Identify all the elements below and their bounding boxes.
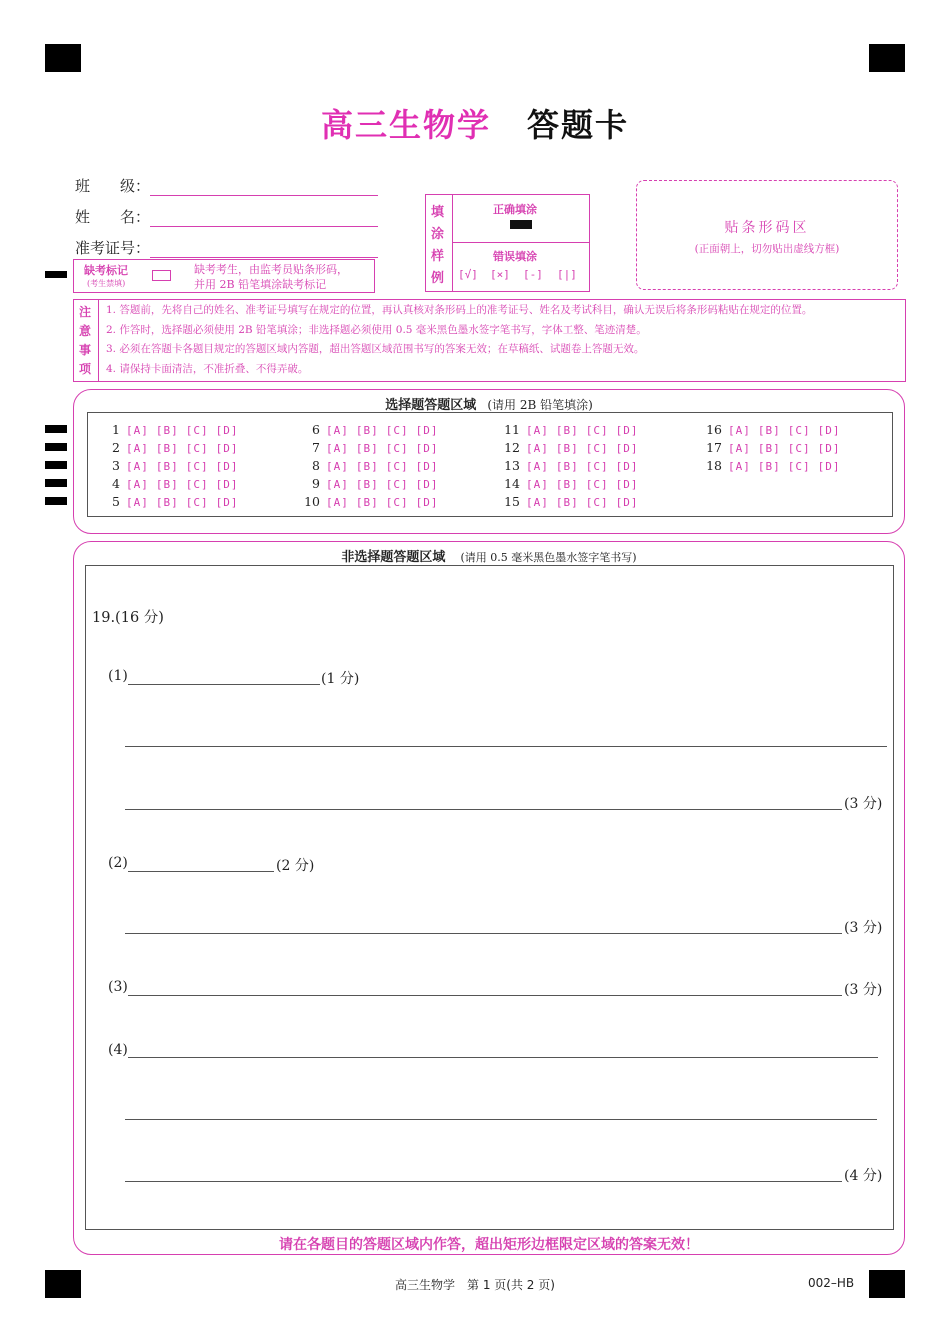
- mc-option-bubble[interactable]: [A]: [326, 424, 349, 437]
- mc-option-bubble[interactable]: [A]: [526, 424, 549, 437]
- fill-example-side-char: 样: [431, 249, 445, 264]
- mc-option-bubble[interactable]: [B]: [757, 460, 781, 473]
- mc-option-bubble[interactable]: [A]: [326, 478, 349, 491]
- answer-line[interactable]: [128, 995, 842, 996]
- mc-question-number: 3: [112, 458, 120, 473]
- nonmc-hint: (请用 0.5 毫米黑色墨水签字笔书写): [460, 551, 637, 564]
- q19-part1-score: (1 分): [321, 671, 360, 687]
- mc-question-row: [700, 440, 848, 455]
- mc-option-bubble[interactable]: [D]: [215, 460, 239, 473]
- mc-option-bubble[interactable]: [B]: [155, 424, 179, 437]
- mc-question-number: 14: [504, 476, 520, 491]
- mc-option-bubble[interactable]: [A]: [126, 424, 149, 437]
- timing-mark: [45, 425, 67, 433]
- nonmc-area: [73, 541, 905, 1255]
- notes-side-char: 项: [79, 362, 92, 376]
- mc-option-bubble[interactable]: [D]: [615, 460, 639, 473]
- mc-question-row: [498, 476, 646, 491]
- mc-question-row: [98, 440, 246, 455]
- mc-question-number: 1: [112, 422, 120, 437]
- title-card: 答题卡: [527, 106, 630, 144]
- field-exam-id-line[interactable]: [150, 243, 378, 258]
- mc-question-row: [298, 458, 446, 473]
- mc-option-bubble[interactable]: [B]: [355, 496, 379, 509]
- mc-option-bubble[interactable]: [C]: [385, 460, 409, 473]
- mc-question-row: [498, 494, 646, 509]
- absent-sub: (考生禁填): [87, 279, 126, 288]
- mc-option-bubble[interactable]: [B]: [355, 460, 379, 473]
- mc-option-bubble[interactable]: [A]: [326, 460, 349, 473]
- mc-option-bubble[interactable]: [D]: [817, 424, 841, 437]
- corner-mark-top-right: [869, 44, 905, 72]
- mc-option-bubble[interactable]: [D]: [415, 496, 439, 509]
- mc-question-row: [98, 476, 246, 491]
- mc-option-bubble[interactable]: [B]: [555, 496, 579, 509]
- mc-option-bubble[interactable]: [D]: [215, 496, 239, 509]
- answer-line[interactable]: [128, 1057, 878, 1058]
- answer-line[interactable]: [125, 1119, 877, 1120]
- fill-correct-label: 正确填涂: [493, 203, 537, 216]
- page-title: [0, 100, 950, 146]
- mc-option-bubble[interactable]: [D]: [817, 460, 841, 473]
- barcode-sub: (正面朝上，切勿贴出虚线方框): [694, 243, 840, 255]
- mc-option-bubble[interactable]: [D]: [415, 424, 439, 437]
- mc-option-bubble[interactable]: [C]: [385, 442, 409, 455]
- mc-option-bubble[interactable]: [D]: [615, 496, 639, 509]
- mc-option-bubble[interactable]: [D]: [415, 442, 439, 455]
- q19-part1-label: (1): [108, 668, 128, 684]
- notes-side-char: 意: [79, 324, 92, 338]
- mc-question-number: 4: [112, 476, 120, 491]
- q19-part2-label: (2): [108, 855, 128, 871]
- mc-title: 选择题答题区域: [385, 398, 477, 413]
- mc-header: [74, 394, 904, 413]
- mc-option-bubble[interactable]: [D]: [415, 460, 439, 473]
- q19-part2b-score: (3 分): [844, 920, 883, 936]
- mc-question-number: 9: [312, 476, 320, 491]
- mc-option-bubble[interactable]: [A]: [526, 460, 549, 473]
- absent-checkbox[interactable]: [152, 270, 171, 281]
- warning-text: 请在各题目的答题区域内作答，超出矩形边框限定区域的答案无效！: [279, 1237, 699, 1253]
- mc-option-bubble[interactable]: [A]: [728, 442, 751, 455]
- mc-question-row: [700, 458, 848, 473]
- mc-question-number: 11: [504, 422, 520, 437]
- mc-question-row: [700, 422, 848, 437]
- fill-example-side-char: 例: [431, 271, 445, 286]
- mc-option-bubble[interactable]: [D]: [615, 424, 639, 437]
- mc-question-number: 10: [304, 494, 320, 509]
- fill-example-side: [426, 195, 453, 291]
- mc-question-number: 7: [312, 440, 320, 455]
- field-class: [75, 175, 378, 196]
- mc-option-bubble[interactable]: [C]: [385, 424, 409, 437]
- q19-part2-blank[interactable]: [128, 871, 274, 872]
- nonmc-header: [74, 546, 904, 565]
- mc-option-bubble[interactable]: [B]: [555, 424, 579, 437]
- mc-option-bubble[interactable]: [C]: [385, 478, 409, 491]
- mc-question-row: [298, 494, 446, 509]
- notes-box: [73, 299, 906, 382]
- mc-option-bubble[interactable]: [B]: [555, 478, 579, 491]
- barcode-area[interactable]: [636, 180, 898, 290]
- mc-option-bubble[interactable]: [C]: [787, 424, 811, 437]
- fill-example-box: [425, 194, 590, 292]
- q19-part3-label: (3): [108, 979, 128, 995]
- mc-option-bubble[interactable]: [C]: [185, 424, 209, 437]
- nonmc-title: 非选择题答题区域: [341, 550, 446, 565]
- mc-option-bubble[interactable]: [A]: [326, 496, 349, 509]
- mc-option-bubble[interactable]: [C]: [585, 478, 609, 491]
- fill-wrong-mark: [|]: [557, 268, 577, 281]
- mc-option-bubble[interactable]: [C]: [185, 442, 209, 455]
- fill-example-side-char: 填: [431, 205, 445, 220]
- mc-question-number: 13: [504, 458, 520, 473]
- answer-line[interactable]: [125, 809, 842, 810]
- mc-option-bubble[interactable]: [A]: [526, 496, 549, 509]
- nonmc-inner-box: [85, 565, 894, 1230]
- mc-option-bubble[interactable]: [B]: [155, 478, 179, 491]
- mc-option-bubble[interactable]: [D]: [215, 478, 239, 491]
- mc-option-bubble[interactable]: [D]: [817, 442, 841, 455]
- mc-question-row: [98, 458, 246, 473]
- mc-question-row: [298, 476, 446, 491]
- mc-option-bubble[interactable]: [C]: [585, 460, 609, 473]
- mc-question-number: 17: [706, 440, 722, 455]
- mc-option-bubble[interactable]: [D]: [415, 478, 439, 491]
- mc-option-bubble[interactable]: [C]: [585, 424, 609, 437]
- mc-option-bubble[interactable]: [C]: [585, 442, 609, 455]
- mc-question-row: [98, 422, 246, 437]
- fill-wrong-label: 错误填涂: [493, 250, 537, 263]
- q19-part2-score: (2 分): [276, 858, 315, 874]
- mc-option-bubble[interactable]: [B]: [155, 442, 179, 455]
- mc-option-bubble[interactable]: [A]: [526, 442, 549, 455]
- mc-question-number: 6: [312, 422, 320, 437]
- mc-question-row: [498, 458, 646, 473]
- mc-question-number: 16: [706, 422, 722, 437]
- mc-option-bubble[interactable]: [B]: [555, 460, 579, 473]
- timing-mark: [45, 497, 67, 505]
- mc-option-bubble[interactable]: [C]: [787, 460, 811, 473]
- timing-mark: [45, 479, 67, 487]
- mc-option-bubble[interactable]: [A]: [126, 496, 149, 509]
- note-item: 4. 请保持卡面清洁，不准折叠、不得弄破。: [106, 362, 309, 375]
- q19-part3-score: (3 分): [844, 982, 883, 998]
- mc-option-bubble[interactable]: [A]: [728, 460, 751, 473]
- footer-page-info: 高三生物学 第 1 页(共 2 页): [395, 1278, 555, 1292]
- notes-side-char: 注: [79, 305, 92, 319]
- absent-text-2: 并用 2B 铅笔填涂缺考标记: [194, 278, 327, 291]
- mc-option-bubble[interactable]: [D]: [215, 424, 239, 437]
- mc-option-bubble[interactable]: [A]: [526, 478, 549, 491]
- mc-option-bubble[interactable]: [A]: [728, 424, 751, 437]
- q19-part1b-score: (3 分): [844, 796, 883, 812]
- absent-text-1: 缺考考生，由监考员贴条形码，: [194, 263, 348, 276]
- field-class-label: 班 级：: [75, 177, 151, 195]
- mc-option-bubble[interactable]: [A]: [326, 442, 349, 455]
- mc-question-number: 5: [112, 494, 120, 509]
- mc-option-bubble[interactable]: [C]: [185, 496, 209, 509]
- mc-question-number: 18: [706, 458, 722, 473]
- mc-question-row: [498, 440, 646, 455]
- absent-mark-box: [73, 259, 375, 293]
- mc-option-bubble[interactable]: [D]: [215, 442, 239, 455]
- fill-wrong-mark: [×]: [490, 268, 510, 281]
- mc-option-bubble[interactable]: [A]: [126, 442, 149, 455]
- timing-mark: [45, 461, 67, 469]
- mc-option-bubble[interactable]: [D]: [615, 442, 639, 455]
- answer-line[interactable]: [125, 1181, 842, 1182]
- mc-option-bubble[interactable]: [A]: [126, 478, 149, 491]
- timing-mark: [45, 271, 67, 278]
- mc-option-bubble[interactable]: [D]: [615, 478, 639, 491]
- mc-question-row: [298, 422, 446, 437]
- mc-option-bubble[interactable]: [B]: [155, 496, 179, 509]
- mc-option-bubble[interactable]: [B]: [355, 424, 379, 437]
- mc-question-number: 2: [112, 440, 120, 455]
- mc-option-bubble[interactable]: [B]: [757, 442, 781, 455]
- mc-question-number: 12: [504, 440, 520, 455]
- title-subject: 高三生物学: [320, 106, 491, 144]
- fill-wrong-mark: [√]: [458, 268, 478, 281]
- field-name: [75, 206, 378, 227]
- fill-example-divider: [452, 242, 589, 243]
- mc-option-bubble[interactable]: [C]: [385, 496, 409, 509]
- mc-question-row: [98, 494, 246, 509]
- notes-list: [106, 301, 812, 379]
- field-name-label: 姓 名：: [75, 208, 151, 226]
- absent-label: 缺考标记: [84, 264, 128, 277]
- mc-option-bubble[interactable]: [B]: [555, 442, 579, 455]
- q19-part1-blank[interactable]: [128, 684, 320, 685]
- mc-question-number: 15: [504, 494, 520, 509]
- fill-wrong-mark: [-]: [523, 268, 543, 281]
- mc-option-bubble[interactable]: [C]: [185, 478, 209, 491]
- mc-option-bubble[interactable]: [B]: [355, 442, 379, 455]
- barcode-title: 贴条形码区: [724, 220, 810, 236]
- mc-option-bubble[interactable]: [C]: [585, 496, 609, 509]
- mc-option-bubble[interactable]: [C]: [185, 460, 209, 473]
- field-class-line[interactable]: [150, 181, 378, 196]
- field-name-line[interactable]: [150, 212, 378, 227]
- mc-option-bubble[interactable]: [A]: [126, 460, 149, 473]
- fill-example-side-char: 涂: [431, 227, 445, 242]
- field-exam-id-label: 准考证号：: [75, 239, 151, 257]
- q19-part4-label: (4): [108, 1042, 128, 1058]
- note-item: 3. 必须在答题卡各题目规定的答题区域内答题，超出答题区域范围书写的答案无效；在草稿纸、试题卷上答题无效。: [106, 343, 645, 355]
- notes-side-char: 事: [79, 343, 92, 357]
- timing-mark: [45, 443, 67, 451]
- corner-mark-top-left: [45, 44, 81, 72]
- footer-code: 002–HB: [808, 1276, 855, 1290]
- answer-line[interactable]: [125, 933, 842, 934]
- mc-option-bubble[interactable]: [B]: [757, 424, 781, 437]
- note-item: 2. 作答时，选择题必须使用 2B 铅笔填涂；非选择题必须使用 0.5 毫米黑色墨水签字笔书写，字体工整、笔迹清楚。: [106, 323, 647, 336]
- mc-question-number: 8: [312, 458, 320, 473]
- mc-hint: (请用 2B 铅笔填涂): [487, 398, 593, 412]
- q19-part4-score: (4 分): [844, 1168, 883, 1184]
- field-exam-id: [75, 237, 378, 258]
- mc-option-bubble[interactable]: [B]: [355, 478, 379, 491]
- mc-question-row: [498, 422, 646, 437]
- note-item: 1. 答题前，先将自己的姓名、准考证号填写在规定的位置，再认真核对条形码上的准考证号、姓名及考试科目，确认无误后将条形码粘贴在规定的位置。: [106, 304, 813, 316]
- mc-option-bubble[interactable]: [C]: [787, 442, 811, 455]
- notes-side: [74, 300, 99, 381]
- mc-question-row: [298, 440, 446, 455]
- answer-line[interactable]: [125, 746, 887, 747]
- mc-option-bubble[interactable]: [B]: [155, 460, 179, 473]
- q19-title: 19.(16 分): [92, 610, 164, 626]
- fill-correct-mark: [510, 220, 532, 229]
